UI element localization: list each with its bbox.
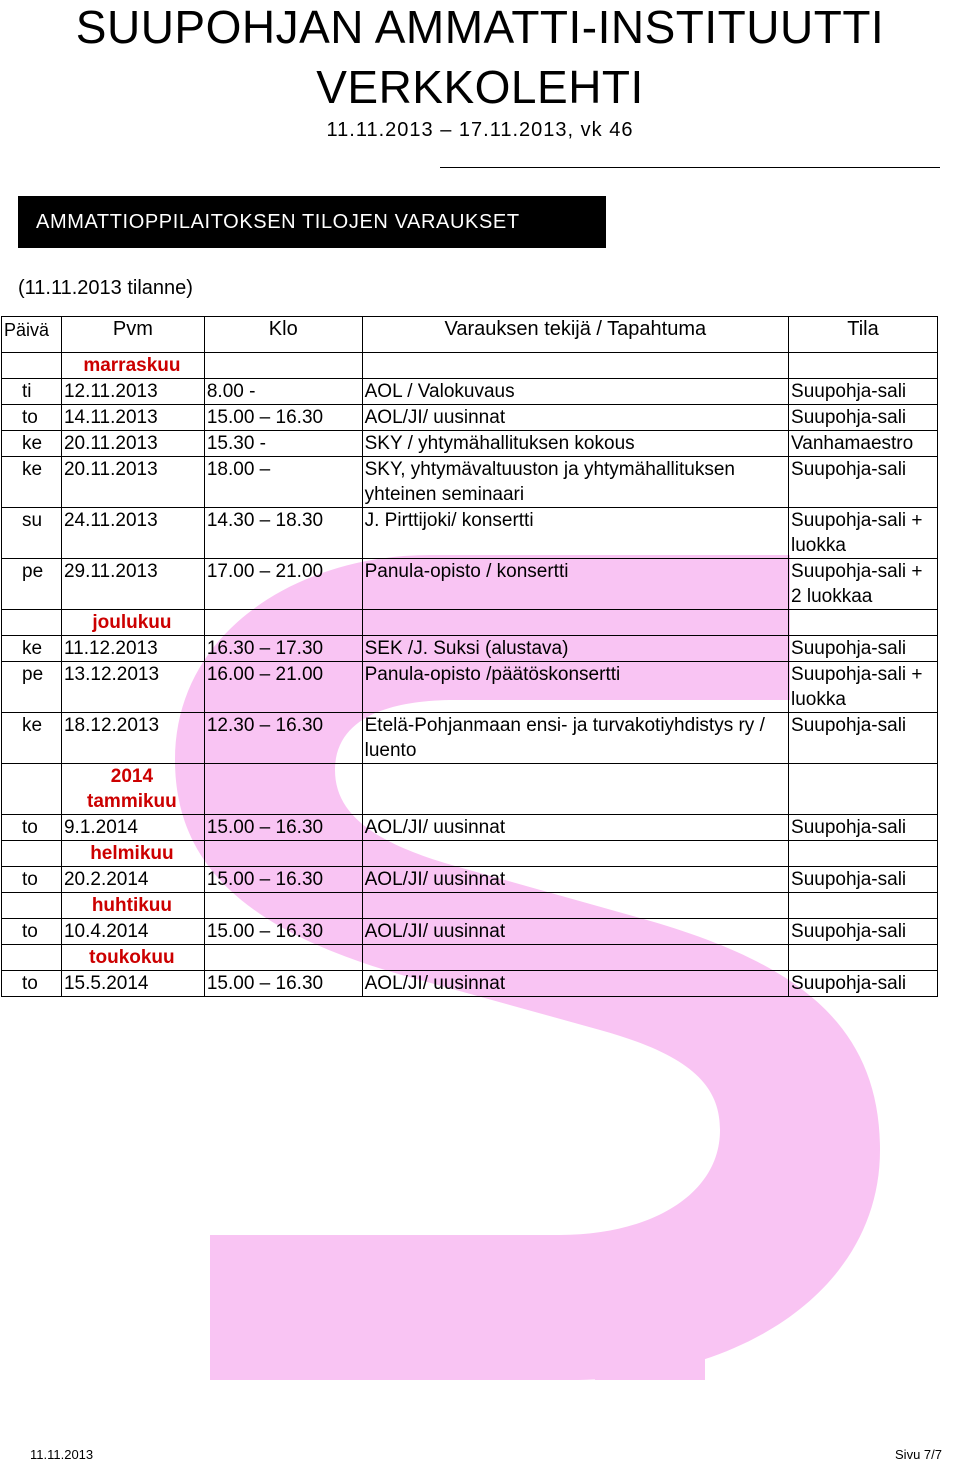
cell-day: ti	[2, 379, 62, 405]
table-row	[2, 508, 938, 559]
cell-day: to	[2, 815, 62, 841]
cell-event: SEK /J. Suksi (alustava)	[362, 636, 788, 662]
month-name: tammikuu	[87, 791, 177, 812]
cell-date: 11.12.2013	[61, 636, 204, 662]
table-row	[2, 867, 938, 893]
cell-event: SKY / yhtymähallituksen kokous	[362, 431, 788, 457]
column-header-date: Pvm	[61, 317, 204, 353]
cell-place: Vanhamaestro	[789, 431, 938, 457]
week-range: 11.11.2013 – 17.11.2013, vk 46	[326, 119, 634, 141]
footer-date: 11.11.2013	[30, 1447, 94, 1462]
table-header-row	[2, 317, 938, 353]
cell-day: to	[2, 405, 62, 431]
table-row	[2, 919, 938, 945]
cell-time: 15.00 – 16.30	[204, 867, 362, 893]
cell-date: 14.11.2013	[61, 405, 204, 431]
month-row	[2, 841, 938, 867]
cell-place: Suupohja-sali + luokka	[789, 662, 938, 713]
cell-date: 18.12.2013	[61, 713, 204, 764]
month-label: helmikuu	[61, 841, 204, 867]
cell-day: ke	[2, 431, 62, 457]
cell-time: 15.00 – 16.30	[204, 405, 362, 431]
cell-time: 17.00 – 21.00	[204, 559, 362, 610]
cell-day: pe	[2, 559, 62, 610]
cell-event: AOL/JI/ uusinnat	[362, 867, 788, 893]
cell-place: Suupohja-sali	[789, 815, 938, 841]
month-row	[2, 764, 938, 815]
cell-event: AOL / Valokuvaus	[362, 379, 788, 405]
cell-date: 20.2.2014	[61, 867, 204, 893]
status-date: (11.11.2013 tilanne)	[18, 277, 193, 299]
cell-place: Suupohja-sali	[789, 919, 938, 945]
table-row	[2, 405, 938, 431]
cell-date: 9.1.2014	[61, 815, 204, 841]
table-row	[2, 662, 938, 713]
month-label: huhtikuu	[61, 893, 204, 919]
cell-day: to	[2, 919, 62, 945]
cell-date: 15.5.2014	[61, 971, 204, 997]
cell-place: Suupohja-sali	[789, 713, 938, 764]
cell-day: ke	[2, 457, 62, 508]
cell-place: Suupohja-sali + 2 luokkaa	[789, 559, 938, 610]
month-row	[2, 610, 938, 636]
page-title: SUUPOHJAN AMMATTI-INSTITUUTTI	[75, 1, 885, 53]
column-header-event: Varauksen tekijä / Tapahtuma	[362, 317, 788, 353]
cell-time: 15.30 -	[204, 431, 362, 457]
cell-event: Panula-opisto / konsertti	[362, 559, 788, 610]
cell-date: 13.12.2013	[61, 662, 204, 713]
cell-time: 16.30 – 17.30	[204, 636, 362, 662]
column-header-time: Klo	[204, 317, 362, 353]
table-row	[2, 636, 938, 662]
table-row	[2, 379, 938, 405]
cell-place: Suupohja-sali	[789, 867, 938, 893]
cell-day: su	[2, 508, 62, 559]
month-label: marraskuu	[61, 353, 204, 379]
column-header-place: Tila	[789, 317, 938, 353]
reservations-table	[1, 316, 938, 997]
month-label	[61, 764, 204, 815]
cell-event: J. Pirttijoki/ konsertti	[362, 508, 788, 559]
table-row	[2, 559, 938, 610]
cell-event: AOL/JI/ uusinnat	[362, 815, 788, 841]
cell-day: ke	[2, 713, 62, 764]
table-row	[2, 457, 938, 508]
header-divider	[440, 167, 940, 168]
cell-date: 10.4.2014	[61, 919, 204, 945]
month-row	[2, 945, 938, 971]
table-row	[2, 971, 938, 997]
section-banner: AMMATTIOPPILAITOKSEN TILOJEN VARAUKSET	[18, 196, 606, 248]
cell-event: Etelä-Pohjanmaan ensi- ja turvakotiyhdistys ry / luento	[362, 713, 788, 764]
month-row	[2, 353, 938, 379]
column-header-day: Päivä	[2, 317, 62, 353]
cell-time: 15.00 – 16.30	[204, 815, 362, 841]
cell-place: Suupohja-sali	[789, 636, 938, 662]
cell-time: 16.00 – 21.00	[204, 662, 362, 713]
cell-day: ke	[2, 636, 62, 662]
table-row	[2, 815, 938, 841]
cell-place: Suupohja-sali	[789, 457, 938, 508]
cell-event: Panula-opisto /päätöskonsertti	[362, 662, 788, 713]
cell-date: 29.11.2013	[61, 559, 204, 610]
cell-time: 8.00 -	[204, 379, 362, 405]
cell-event: SKY, yhtymävaltuuston ja yhtymähallituksen yhteinen seminaari	[362, 457, 788, 508]
cell-time: 14.30 – 18.30	[204, 508, 362, 559]
cell-event: AOL/JI/ uusinnat	[362, 405, 788, 431]
cell-day: to	[2, 971, 62, 997]
cell-time: 18.00 –	[204, 457, 362, 508]
cell-day: to	[2, 867, 62, 893]
cell-time: 12.30 – 16.30	[204, 713, 362, 764]
month-label: toukokuu	[61, 945, 204, 971]
cell-time: 15.00 – 16.30	[204, 971, 362, 997]
month-row	[2, 893, 938, 919]
table-row	[2, 431, 938, 457]
month-label: joulukuu	[61, 610, 204, 636]
year-label: 2014	[110, 766, 154, 787]
cell-place: Suupohja-sali	[789, 405, 938, 431]
cell-place: Suupohja-sali	[789, 379, 938, 405]
cell-date: 12.11.2013	[61, 379, 204, 405]
cell-date: 20.11.2013	[61, 457, 204, 508]
cell-day: pe	[2, 662, 62, 713]
cell-place: Suupohja-sali	[789, 971, 938, 997]
page-number: Sivu 7/7	[895, 1447, 942, 1462]
cell-place: Suupohja-sali + luokka	[789, 508, 938, 559]
cell-time: 15.00 – 16.30	[204, 919, 362, 945]
cell-event: AOL/JI/ uusinnat	[362, 971, 788, 997]
page-subtitle: VERKKOLEHTI	[316, 61, 644, 113]
table-row	[2, 713, 938, 764]
cell-event: AOL/JI/ uusinnat	[362, 919, 788, 945]
cell-date: 24.11.2013	[61, 508, 204, 559]
cell-date: 20.11.2013	[61, 431, 204, 457]
